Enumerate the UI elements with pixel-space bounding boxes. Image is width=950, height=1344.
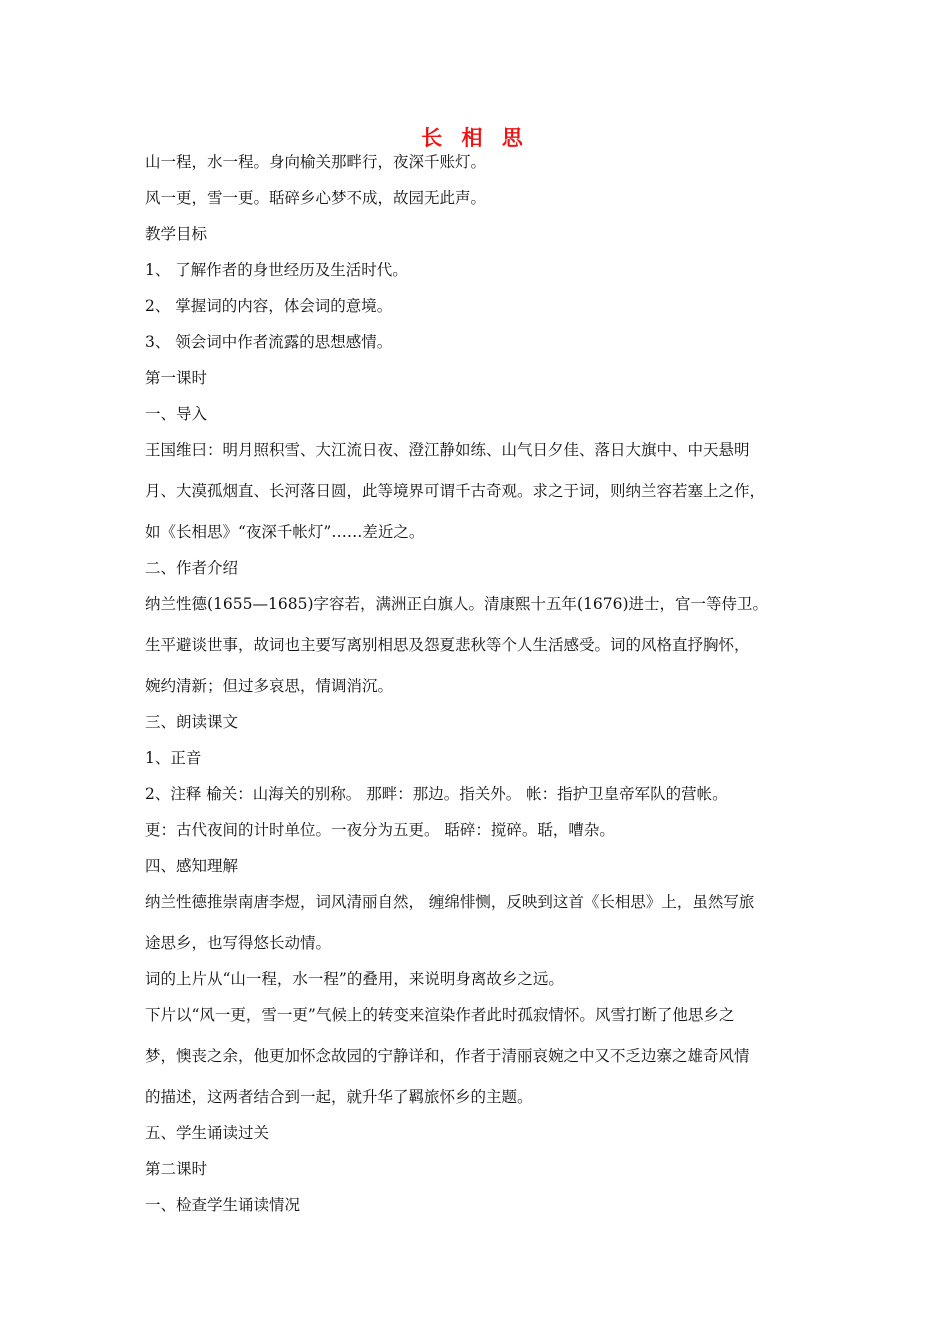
paragraph-line: 生平避谈世事，故词也主要写离别相思及怨夏悲秋等个人生活感受。词的风格直抒胸怀， [145,636,750,654]
paragraph-line: 婉约清新；但过多哀思，情调消沉。 [145,677,394,695]
section-heading-check: 一、检查学生诵读情况 [145,1196,301,1214]
paragraph-line: 王国维曰：明月照积雪、大江流日夜、澄江静如练、山气日夕佳、落日大旗中、中天悬明 [145,441,750,459]
paragraph-line: 纳兰性德(1655—1685)字容若，满洲正白旗人。清康熙十五年(1676)进士，官一等侍卫。 [145,595,769,613]
section-heading-author: 二、作者介绍 [145,559,239,577]
objective-item-1: 1、 了解作者的身世经历及生活时代。 [145,261,408,279]
annotation-line: 更：古代夜间的计时单位。一夜分为五更。 聒碎：搅碎。聒，嘈杂。 [145,821,615,839]
lesson-heading-2: 第二课时 [145,1160,208,1178]
paragraph-line: 词的上片从“山一程，水一程”的叠用，来说明身离故乡之远。 [145,970,564,988]
section-heading-objectives: 教学目标 [145,225,208,243]
paragraph-line: 月、大漠孤烟直、长河落日圆，此等境界可谓千古奇观。求之于词，则纳兰容若塞上之作， [145,482,766,500]
paragraph-line: 纳兰性德推崇南唐李煜，词风清丽自然， 缠绵悱恻，反映到这首《长相思》上，虽然写旅 [145,893,755,911]
annotation-line: 2、注释 榆关：山海关的别称。 那畔：那边。指关外。 帐：指护卫皇帝军队的营帐。 [145,785,728,803]
section-heading-recitation: 五、学生诵读过关 [145,1124,270,1142]
section-heading-reading: 三、朗读课文 [145,713,239,731]
objective-item-2: 2、 掌握词的内容，体会词的意境。 [145,297,393,315]
section-heading-intro: 一、导入 [145,405,208,423]
document-title: 长 相 思 [421,126,529,150]
poem-line-2: 风一更，雪一更。聒碎乡心梦不成，故园无此声。 [145,189,487,207]
paragraph-line: 途思乡，也写得悠长动情。 [145,934,332,952]
paragraph-line: 的描述，这两者结合到一起，就升华了羁旅怀乡的主题。 [145,1088,533,1106]
poem-line-1: 山一程，水一程。身向榆关那畔行，夜深千账灯。 [145,153,487,171]
paragraph-line: 下片以“风一更，雪一更”气候上的转变来渲染作者此时孤寂情怀。风雪打断了他思乡之 [145,1006,735,1024]
subsection-pronunciation: 1、正音 [145,749,202,767]
paragraph-line: 如《长相思》“夜深千帐灯”……差近之。 [145,523,425,541]
paragraph-line: 梦，懊丧之余，他更加怀念故园的宁静详和，作者于清丽哀婉之中又不乏边寨之雄奇风情 [145,1047,750,1065]
section-heading-understanding: 四、感知理解 [145,857,239,875]
objective-item-3: 3、 领会词中作者流露的思想感情。 [145,333,393,351]
lesson-heading-1: 第一课时 [145,369,208,387]
